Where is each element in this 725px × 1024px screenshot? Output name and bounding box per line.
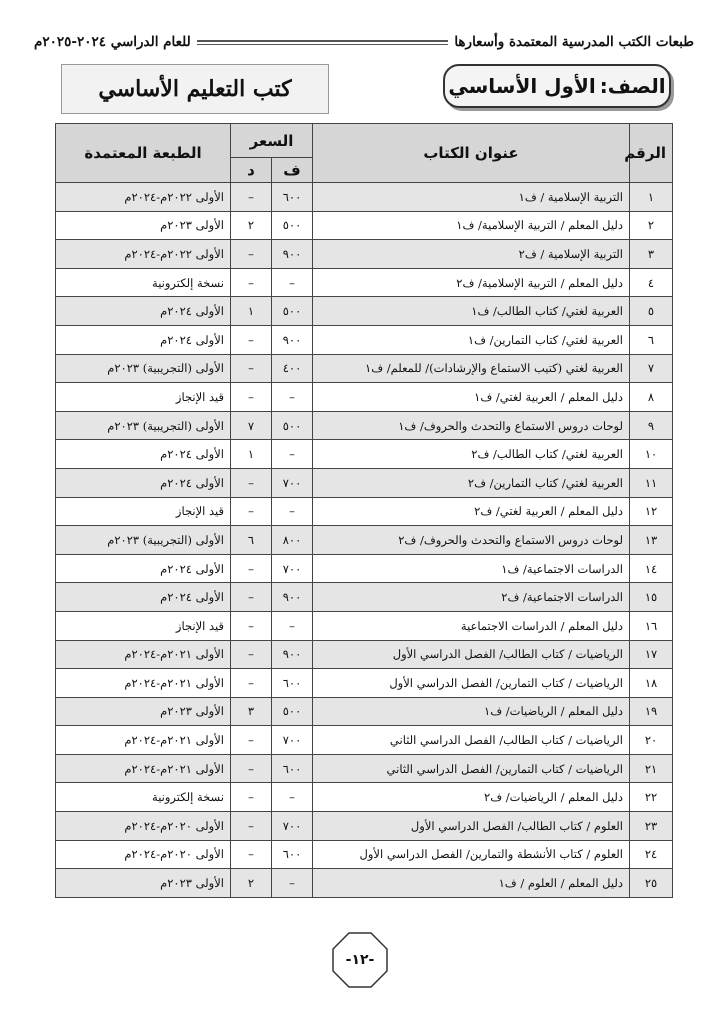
book-title: الدراسات الاجتماعية/ ف٢ bbox=[313, 583, 630, 612]
approved-edition: الأولى ٢٠٢١م-٢٠٢٤م bbox=[56, 640, 231, 669]
book-title: العلوم / كتاب الطالب/ الفصل الدراسي الأول bbox=[313, 812, 630, 841]
price-dinar: – bbox=[231, 583, 272, 612]
price-dinar: – bbox=[231, 468, 272, 497]
price-fils: ٧٠٠ bbox=[272, 726, 313, 755]
price-dinar: – bbox=[231, 783, 272, 812]
book-title: دليل المعلم / العربية لغتي/ ف١ bbox=[313, 383, 630, 412]
approved-edition: الأولى ٢٠٢٤م bbox=[56, 583, 231, 612]
row-number: ٢٢ bbox=[630, 783, 673, 812]
book-title: الدراسات الاجتماعية/ ف١ bbox=[313, 554, 630, 583]
approved-edition: الأولى ٢٠٢٣م bbox=[56, 697, 231, 726]
row-number: ١ bbox=[630, 183, 673, 212]
page-number: -١٢- bbox=[345, 952, 375, 968]
price-dinar: – bbox=[231, 325, 272, 354]
row-number: ١١ bbox=[630, 468, 673, 497]
price-dinar: – bbox=[231, 497, 272, 526]
row-number: ١٤ bbox=[630, 554, 673, 583]
price-dinar: – bbox=[231, 754, 272, 783]
price-dinar: – bbox=[231, 669, 272, 698]
table-row bbox=[56, 726, 673, 755]
book-title: دليل المعلم / الرياضيات/ ف٢ bbox=[313, 783, 630, 812]
approved-edition: الأولى ٢٠٢٠م-٢٠٢٤م bbox=[56, 840, 231, 869]
header-price-d: د bbox=[231, 158, 272, 183]
book-title: التربية الإسلامية / ف٢ bbox=[313, 240, 630, 269]
header-rule bbox=[197, 40, 449, 45]
price-dinar: – bbox=[231, 268, 272, 297]
book-title: لوحات دروس الاستماع والتحدث والحروف/ ف٢ bbox=[313, 526, 630, 555]
approved-edition: الأولى ٢٠٢٢م-٢٠٢٤م bbox=[56, 240, 231, 269]
price-fils: ٩٠٠ bbox=[272, 325, 313, 354]
book-title: دليل المعلم / الرياضيات/ ف١ bbox=[313, 697, 630, 726]
price-dinar: – bbox=[231, 554, 272, 583]
price-fils: ٧٠٠ bbox=[272, 812, 313, 841]
table-row bbox=[56, 869, 673, 898]
price-dinar: – bbox=[231, 640, 272, 669]
price-fils: ٦٠٠ bbox=[272, 669, 313, 698]
row-number: ٩ bbox=[630, 411, 673, 440]
book-title: الرياضيات / كتاب التمارين/ الفصل الدراسي الثاني bbox=[313, 754, 630, 783]
table-row bbox=[56, 611, 673, 640]
price-fils: ٥٠٠ bbox=[272, 297, 313, 326]
book-title: دليل المعلم / الدراسات الاجتماعية bbox=[313, 611, 630, 640]
price-dinar: – bbox=[231, 383, 272, 412]
price-fils: ٧٠٠ bbox=[272, 468, 313, 497]
table-row bbox=[56, 268, 673, 297]
table-row bbox=[56, 297, 673, 326]
books-table bbox=[55, 123, 673, 898]
approved-edition: الأولى ٢٠٢٠م-٢٠٢٤م bbox=[56, 812, 231, 841]
header-num: الرقم bbox=[630, 124, 673, 183]
price-fils: ٥٠٠ bbox=[272, 697, 313, 726]
book-title: العربية لغتي/ كتاب الطالب/ ف٢ bbox=[313, 440, 630, 469]
table-row bbox=[56, 383, 673, 412]
approved-edition: الأولى (التجريبية) ٢٠٢٣م bbox=[56, 526, 231, 555]
book-title: الرياضيات / كتاب الطالب/ الفصل الدراسي الأول bbox=[313, 640, 630, 669]
approved-edition: الأولى ٢٠٢١م-٢٠٢٤م bbox=[56, 754, 231, 783]
price-dinar: – bbox=[231, 726, 272, 755]
table-row bbox=[56, 697, 673, 726]
approved-edition: الأولى ٢٠٢٤م bbox=[56, 554, 231, 583]
header-edition: الطبعة المعتمدة bbox=[56, 124, 231, 183]
grade-label: الصف: bbox=[599, 74, 666, 98]
table-row bbox=[56, 325, 673, 354]
row-number: ٢٤ bbox=[630, 840, 673, 869]
row-number: ٧ bbox=[630, 354, 673, 383]
academic-year: للعام الدراسي ٢٠٢٤-٢٠٢٥م bbox=[34, 34, 191, 50]
approved-edition: قيد الإنجاز bbox=[56, 383, 231, 412]
book-title: العلوم / كتاب الأنشطة والتمارين/ الفصل الدراسي الأول bbox=[313, 840, 630, 869]
approved-edition: الأولى ٢٠٢٢م-٢٠٢٤م bbox=[56, 183, 231, 212]
book-title: العربية لغتي/ كتاب التمارين/ ف٢ bbox=[313, 468, 630, 497]
approved-edition: الأولى ٢٠٢١م-٢٠٢٤م bbox=[56, 726, 231, 755]
book-title: العربية لغتي/ كتاب التمارين/ ف١ bbox=[313, 325, 630, 354]
approved-edition: الأولى ٢٠٢٤م bbox=[56, 440, 231, 469]
price-dinar: – bbox=[231, 812, 272, 841]
price-fils: – bbox=[272, 383, 313, 412]
page-number-badge bbox=[329, 929, 391, 991]
book-title: لوحات دروس الاستماع والتحدث والحروف/ ف١ bbox=[313, 411, 630, 440]
price-dinar: ١ bbox=[231, 440, 272, 469]
approved-edition: الأولى (التجريبية) ٢٠٢٣م bbox=[56, 354, 231, 383]
row-number: ٤ bbox=[630, 268, 673, 297]
approved-edition: قيد الإنجاز bbox=[56, 497, 231, 526]
book-title: التربية الإسلامية / ف١ bbox=[313, 183, 630, 212]
approved-edition: الأولى ٢٠٢٣م bbox=[56, 869, 231, 898]
approved-edition: نسخة إلكترونية bbox=[56, 268, 231, 297]
table-row bbox=[56, 211, 673, 240]
table-row bbox=[56, 554, 673, 583]
table-row bbox=[56, 497, 673, 526]
header-title: عنوان الكتاب bbox=[313, 124, 630, 183]
price-fils: – bbox=[272, 497, 313, 526]
table-row bbox=[56, 240, 673, 269]
row-number: ١٦ bbox=[630, 611, 673, 640]
book-title: دليل المعلم / التربية الإسلامية/ ف١ bbox=[313, 211, 630, 240]
book-title: العربية لغتي/ كتاب الطالب/ ف١ bbox=[313, 297, 630, 326]
table-row bbox=[56, 754, 673, 783]
approved-edition: الأولى ٢٠٢٣م bbox=[56, 211, 231, 240]
row-number: ٥ bbox=[630, 297, 673, 326]
header-price: السعر bbox=[231, 124, 313, 158]
price-dinar: – bbox=[231, 354, 272, 383]
table-row bbox=[56, 354, 673, 383]
price-fils: – bbox=[272, 440, 313, 469]
section-title: كتب التعليم الأساسي bbox=[61, 64, 329, 114]
row-number: ٢٣ bbox=[630, 812, 673, 841]
price-fils: ٩٠٠ bbox=[272, 640, 313, 669]
approved-edition: الأولى ٢٠٢٤م bbox=[56, 297, 231, 326]
price-fils: ٦٠٠ bbox=[272, 754, 313, 783]
table-row bbox=[56, 840, 673, 869]
book-title: العربية لغتي (كتيب الاستماع والإرشادات)/ للمعلم/ ف١ bbox=[313, 354, 630, 383]
row-number: ٢١ bbox=[630, 754, 673, 783]
price-dinar: ٧ bbox=[231, 411, 272, 440]
row-number: ١٥ bbox=[630, 583, 673, 612]
row-number: ٨ bbox=[630, 383, 673, 412]
grade-box bbox=[443, 64, 671, 108]
price-dinar: ٢ bbox=[231, 211, 272, 240]
approved-edition: الأولى ٢٠٢٤م bbox=[56, 468, 231, 497]
approved-edition: الأولى (التجريبية) ٢٠٢٣م bbox=[56, 411, 231, 440]
price-fils: ٤٠٠ bbox=[272, 354, 313, 383]
price-fils: – bbox=[272, 869, 313, 898]
approved-edition: الأولى ٢٠٢١م-٢٠٢٤م bbox=[56, 669, 231, 698]
table-row bbox=[56, 669, 673, 698]
book-title: دليل المعلم / العربية لغتي/ ف٢ bbox=[313, 497, 630, 526]
table-row bbox=[56, 583, 673, 612]
header-price-f: ف bbox=[272, 158, 313, 183]
price-fils: – bbox=[272, 268, 313, 297]
table-row bbox=[56, 440, 673, 469]
row-number: ١٨ bbox=[630, 669, 673, 698]
price-fils: ٦٠٠ bbox=[272, 183, 313, 212]
price-dinar: ٣ bbox=[231, 697, 272, 726]
price-fils: ٨٠٠ bbox=[272, 526, 313, 555]
table-row bbox=[56, 783, 673, 812]
price-dinar: ١ bbox=[231, 297, 272, 326]
row-number: ١٧ bbox=[630, 640, 673, 669]
table-row bbox=[56, 640, 673, 669]
price-dinar: – bbox=[231, 840, 272, 869]
row-number: ١٠ bbox=[630, 440, 673, 469]
row-number: ١٣ bbox=[630, 526, 673, 555]
price-dinar: ٢ bbox=[231, 869, 272, 898]
row-number: ٦ bbox=[630, 325, 673, 354]
price-fils: ٥٠٠ bbox=[272, 211, 313, 240]
table-header bbox=[56, 124, 673, 183]
price-dinar: – bbox=[231, 611, 272, 640]
table-row bbox=[56, 812, 673, 841]
row-number: ٢ bbox=[630, 211, 673, 240]
price-dinar: – bbox=[231, 183, 272, 212]
price-fils: ٥٠٠ bbox=[272, 411, 313, 440]
price-fils: ٩٠٠ bbox=[272, 240, 313, 269]
approved-edition: نسخة إلكترونية bbox=[56, 783, 231, 812]
price-dinar: – bbox=[231, 240, 272, 269]
table-row bbox=[56, 468, 673, 497]
table-row bbox=[56, 183, 673, 212]
price-dinar: ٦ bbox=[231, 526, 272, 555]
row-number: ٣ bbox=[630, 240, 673, 269]
grade-value: الأول الأساسي bbox=[448, 74, 596, 98]
approved-edition: قيد الإنجاز bbox=[56, 611, 231, 640]
price-fils: ٧٠٠ bbox=[272, 554, 313, 583]
book-title: الرياضيات / كتاب التمارين/ الفصل الدراسي الأول bbox=[313, 669, 630, 698]
row-number: ٢٠ bbox=[630, 726, 673, 755]
table-body bbox=[56, 183, 673, 898]
row-number: ١٢ bbox=[630, 497, 673, 526]
row-number: ٢٥ bbox=[630, 869, 673, 898]
price-fils: ٦٠٠ bbox=[272, 840, 313, 869]
row-number: ١٩ bbox=[630, 697, 673, 726]
table-row bbox=[56, 526, 673, 555]
table-row bbox=[56, 411, 673, 440]
book-title: الرياضيات / كتاب الطالب/ الفصل الدراسي الثاني bbox=[313, 726, 630, 755]
page-header bbox=[34, 30, 694, 54]
book-title: دليل المعلم / التربية الإسلامية/ ف٢ bbox=[313, 268, 630, 297]
series-title: طبعات الكتب المدرسية المعتمدة وأسعارها bbox=[454, 34, 694, 50]
price-fils: ٩٠٠ bbox=[272, 583, 313, 612]
price-fils: – bbox=[272, 611, 313, 640]
approved-edition: الأولى ٢٠٢٤م bbox=[56, 325, 231, 354]
price-fils: – bbox=[272, 783, 313, 812]
book-title: دليل المعلم / العلوم / ف١ bbox=[313, 869, 630, 898]
